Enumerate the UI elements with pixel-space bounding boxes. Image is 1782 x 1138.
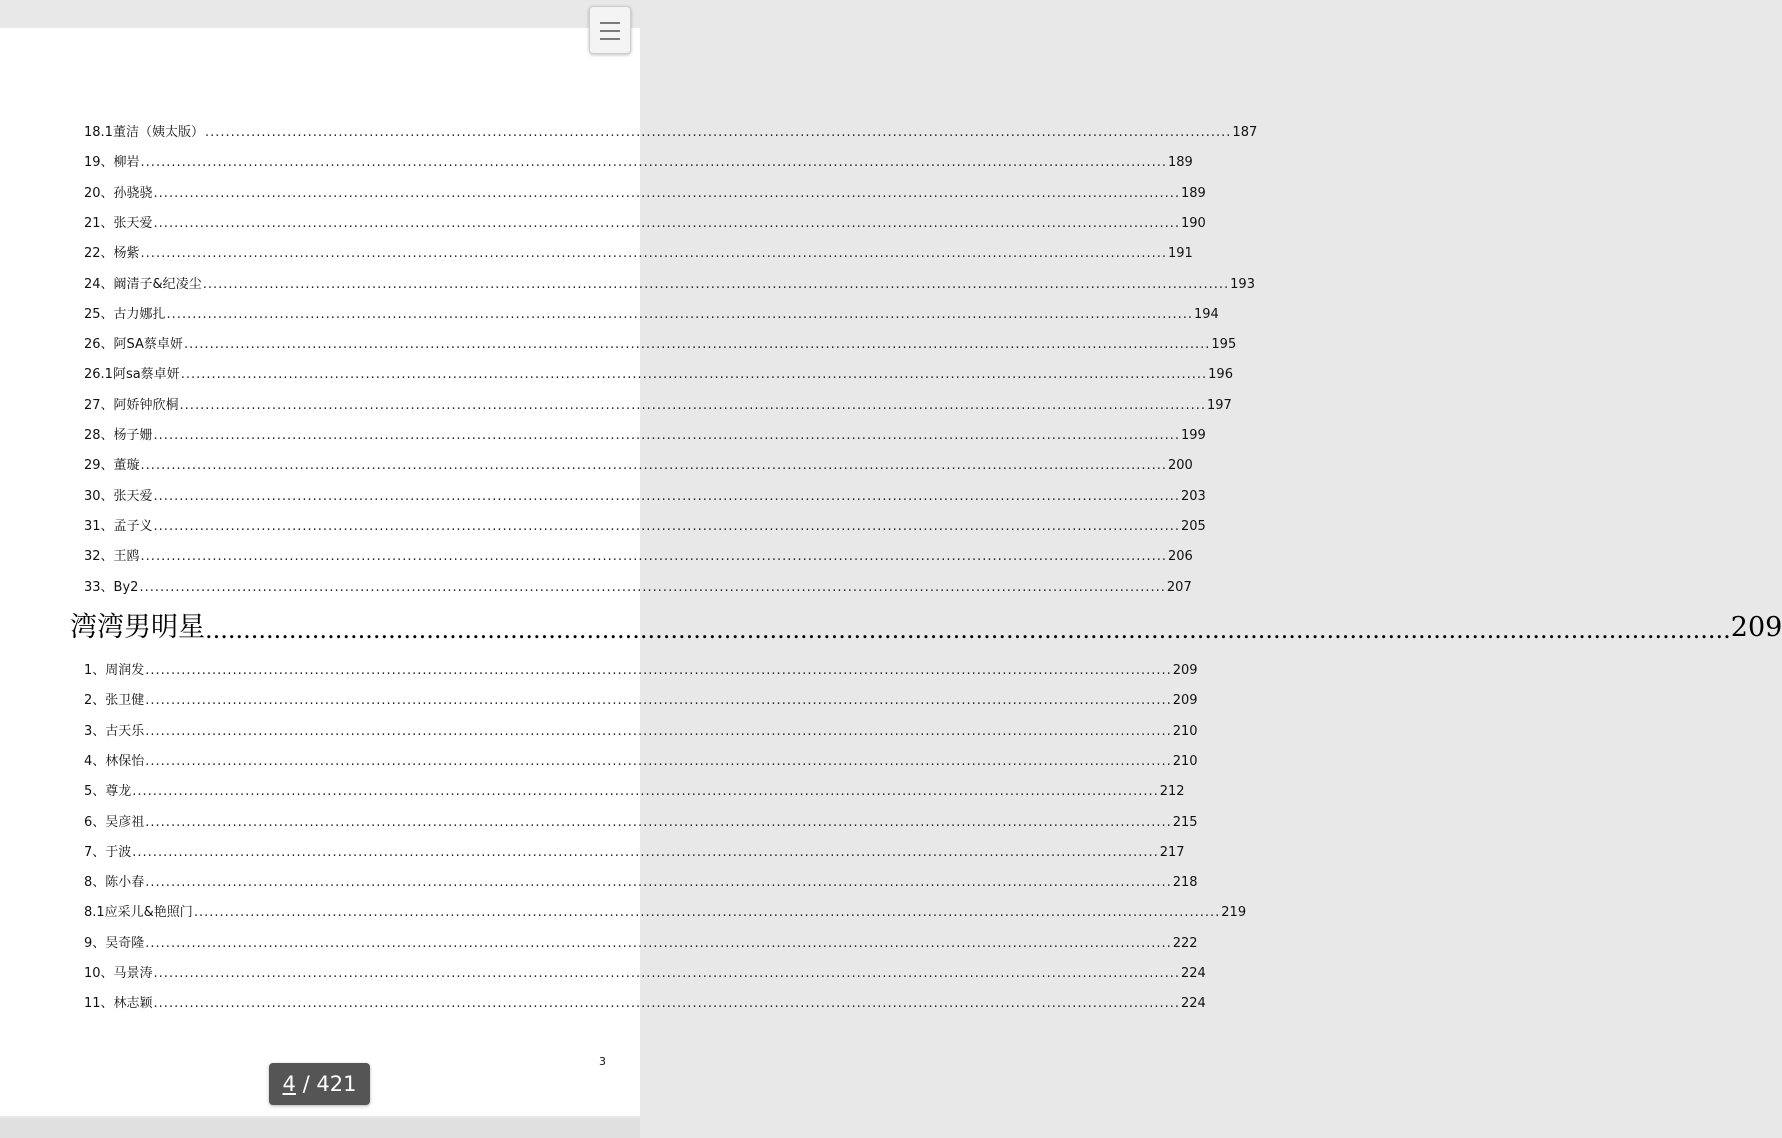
toc-entry-page: 195 (1211, 337, 1237, 352)
dot-leader: ........................................................................................................................................................................................................ (140, 246, 1168, 261)
toc-entry-title: 25、古力娜扎 (84, 307, 166, 322)
dot-leader: ........................................................................................................................................................................................................ (153, 216, 1181, 231)
toc-entry-page: 205 (1181, 519, 1206, 534)
toc-entry[interactable] (84, 514, 1206, 536)
toc-entry-title: 33、By2 (84, 580, 139, 595)
toc-entry[interactable] (84, 332, 1237, 354)
dot-leader: ........................................................................................................................................................................................................ (145, 724, 1172, 739)
toc-entry-title: 7、于波 (84, 845, 132, 860)
toc-entry-page: 191 (1168, 246, 1193, 261)
toc-entry-title: 2、张卫健 (84, 693, 145, 708)
toc-entry[interactable] (84, 484, 1206, 506)
toc-entry[interactable] (84, 779, 1185, 801)
dot-leader: ........................................................................................................................................................................................................ (132, 845, 1159, 860)
toc-entry-title: 4、林保怡 (84, 754, 145, 769)
toc-entry-page: 222 (1172, 936, 1198, 951)
toc-entry-page: 217 (1159, 845, 1185, 860)
toc-entry[interactable] (84, 749, 1198, 771)
toc-entry-title: 24、阚清子&纪凌尘 (84, 277, 202, 292)
toc-entry-page: 187 (1232, 125, 1258, 140)
toc-entry-page: 207 (1166, 580, 1192, 595)
dot-leader: ........................................................................................................................................................................................................ (153, 489, 1181, 504)
toc-entry-title: 10、马景涛 (84, 966, 153, 981)
toc-entry[interactable] (84, 302, 1219, 324)
toc-entry[interactable] (84, 575, 1192, 597)
toc-entry-page: 209 (1172, 663, 1198, 678)
toc-entry[interactable] (84, 453, 1193, 475)
dot-leader: ........................................................................................................................................................................................................ (145, 754, 1172, 769)
dot-leader: ........................................................................................................................................................................................................ (166, 307, 1194, 322)
toc-entry-page: 224 (1181, 996, 1206, 1011)
dot-leader: ........................................................................................................................................................................................................ (180, 367, 1208, 382)
dot-leader: ........................................................................................................................................................................................................ (179, 398, 1207, 413)
toc-entry[interactable] (84, 362, 1233, 384)
toc-entry-title: 11、林志颖 (84, 996, 153, 1011)
menu-button[interactable] (589, 6, 631, 54)
toc-entry[interactable] (84, 393, 1232, 415)
dot-leader: ........................................................................................................................................................................................................ (205, 616, 1731, 644)
toc-entry-page: 189 (1181, 186, 1206, 201)
toc-entry-page: 218 (1172, 875, 1198, 890)
toc-section-heading[interactable] (70, 605, 1782, 645)
toc-entry[interactable] (84, 658, 1198, 680)
toc-entry-title: 6、吴彦祖 (84, 815, 145, 830)
toc-entry-title: 26、阿SA蔡卓妍 (84, 337, 183, 352)
dot-leader: ........................................................................................................................................................................................................ (153, 996, 1181, 1011)
page-separator: / (295, 1072, 317, 1096)
toc-entry-title: 8、陈小春 (84, 875, 145, 890)
toc-entry-title: 20、孙骁骁 (84, 186, 153, 201)
dot-leader: ........................................................................................................................................................................................................ (202, 277, 1230, 292)
toc-entry-title: 26.1阿sa蔡卓妍 (84, 367, 180, 382)
toc-entry-page: 209 (1172, 693, 1198, 708)
toc-entry-page: 200 (1168, 458, 1193, 473)
toc-entry[interactable] (84, 150, 1193, 172)
toc-entry-title: 30、张天爱 (84, 489, 153, 504)
toc-entry[interactable] (84, 211, 1206, 233)
toc-entry[interactable] (84, 870, 1198, 892)
viewer-bottom-bar (0, 1118, 640, 1138)
dot-leader: ........................................................................................................................................................................................................ (140, 549, 1168, 564)
toc-entry-title: 1、周润发 (84, 663, 145, 678)
page-footer-number: 3 (599, 1055, 606, 1068)
toc-entry[interactable] (84, 120, 1258, 142)
toc-entry-title: 32、王鸥 (84, 549, 140, 564)
toc-entry[interactable] (84, 423, 1206, 445)
toc-entry-page: 215 (1172, 815, 1198, 830)
toc-entry[interactable] (84, 181, 1206, 203)
dot-leader: ........................................................................................................................................................................................................ (153, 519, 1181, 534)
toc-entry-title: 21、张天爱 (84, 216, 153, 231)
toc-entry-page: 206 (1168, 549, 1193, 564)
toc-entry[interactable] (84, 810, 1198, 832)
dot-leader: ........................................................................................................................................................................................................ (145, 693, 1172, 708)
dot-leader: ........................................................................................................................................................................................................ (139, 580, 1166, 595)
toc-entry[interactable] (84, 931, 1198, 953)
dot-leader: ........................................................................................................................................................................................................ (153, 966, 1181, 981)
toc-entry-page: 224 (1181, 966, 1206, 981)
toc-entry-title: 31、孟子义 (84, 519, 153, 534)
page-indicator[interactable] (269, 1063, 370, 1105)
toc-entry[interactable] (84, 961, 1206, 983)
toc-entry-title: 3、古天乐 (84, 724, 145, 739)
total-pages: 421 (316, 1072, 357, 1096)
toc-entry[interactable] (84, 241, 1193, 263)
toc-entry-title: 29、董璇 (84, 458, 140, 473)
dot-leader: ........................................................................................................................................................................................................ (145, 936, 1172, 951)
toc-entry-page: 189 (1168, 155, 1193, 170)
toc-entry[interactable] (84, 719, 1198, 741)
toc-entry-page: 209 (1730, 612, 1782, 643)
toc-entry-page: 197 (1207, 398, 1232, 413)
dot-leader: ........................................................................................................................................................................................................ (153, 428, 1181, 443)
toc-entry-page: 193 (1230, 277, 1255, 292)
toc-entry-page: 210 (1172, 724, 1198, 739)
dot-leader: ........................................................................................................................................................................................................ (140, 155, 1168, 170)
toc-entry-page: 199 (1181, 428, 1206, 443)
toc-entry-page: 190 (1181, 216, 1206, 231)
toc-entry-page: 194 (1194, 307, 1219, 322)
dot-leader: ........................................................................................................................................................................................................ (204, 125, 1232, 140)
toc-entry-title: 湾湾男明星 (70, 612, 205, 643)
dot-leader: ........................................................................................................................................................................................................ (183, 337, 1211, 352)
toc-entry-title: 18.1董洁（姨太版） (84, 125, 204, 140)
dot-leader: ........................................................................................................................................................................................................ (193, 905, 1221, 920)
toc-entry-title: 22、杨紫 (84, 246, 140, 261)
toc-entry[interactable] (84, 272, 1255, 294)
toc-entry-page: 210 (1172, 754, 1198, 769)
toc-entry-title: 8.1应采儿&艳照门 (84, 905, 193, 920)
current-page: 4 (282, 1072, 296, 1096)
dot-leader: ........................................................................................................................................................................................................ (132, 784, 1159, 799)
dot-leader: ........................................................................................................................................................................................................ (145, 815, 1172, 830)
toc-entry-page: 196 (1208, 367, 1233, 382)
toc-entry[interactable] (84, 688, 1198, 710)
dot-leader: ........................................................................................................................................................................................................ (145, 875, 1172, 890)
document-page (0, 28, 1782, 1116)
toc-entry[interactable] (84, 991, 1206, 1013)
toc-entry-page: 203 (1181, 489, 1206, 504)
toc-entry-title: 28、杨子姗 (84, 428, 153, 443)
dot-leader: ........................................................................................................................................................................................................ (145, 663, 1172, 678)
toc-entry[interactable] (84, 900, 1247, 922)
toc-entry-page: 219 (1221, 905, 1247, 920)
toc-entry-title: 5、尊龙 (84, 784, 132, 799)
toc-entry[interactable] (84, 840, 1185, 862)
toc-entry-title: 9、吴奇隆 (84, 936, 145, 951)
toc-entry-title: 27、阿娇钟欣桐 (84, 398, 179, 413)
dot-leader: ........................................................................................................................................................................................................ (153, 186, 1181, 201)
dot-leader: ........................................................................................................................................................................................................ (140, 458, 1168, 473)
toc-entry-page: 212 (1159, 784, 1185, 799)
toc-entry[interactable] (84, 544, 1193, 566)
toc-entry-title: 19、柳岩 (84, 155, 140, 170)
